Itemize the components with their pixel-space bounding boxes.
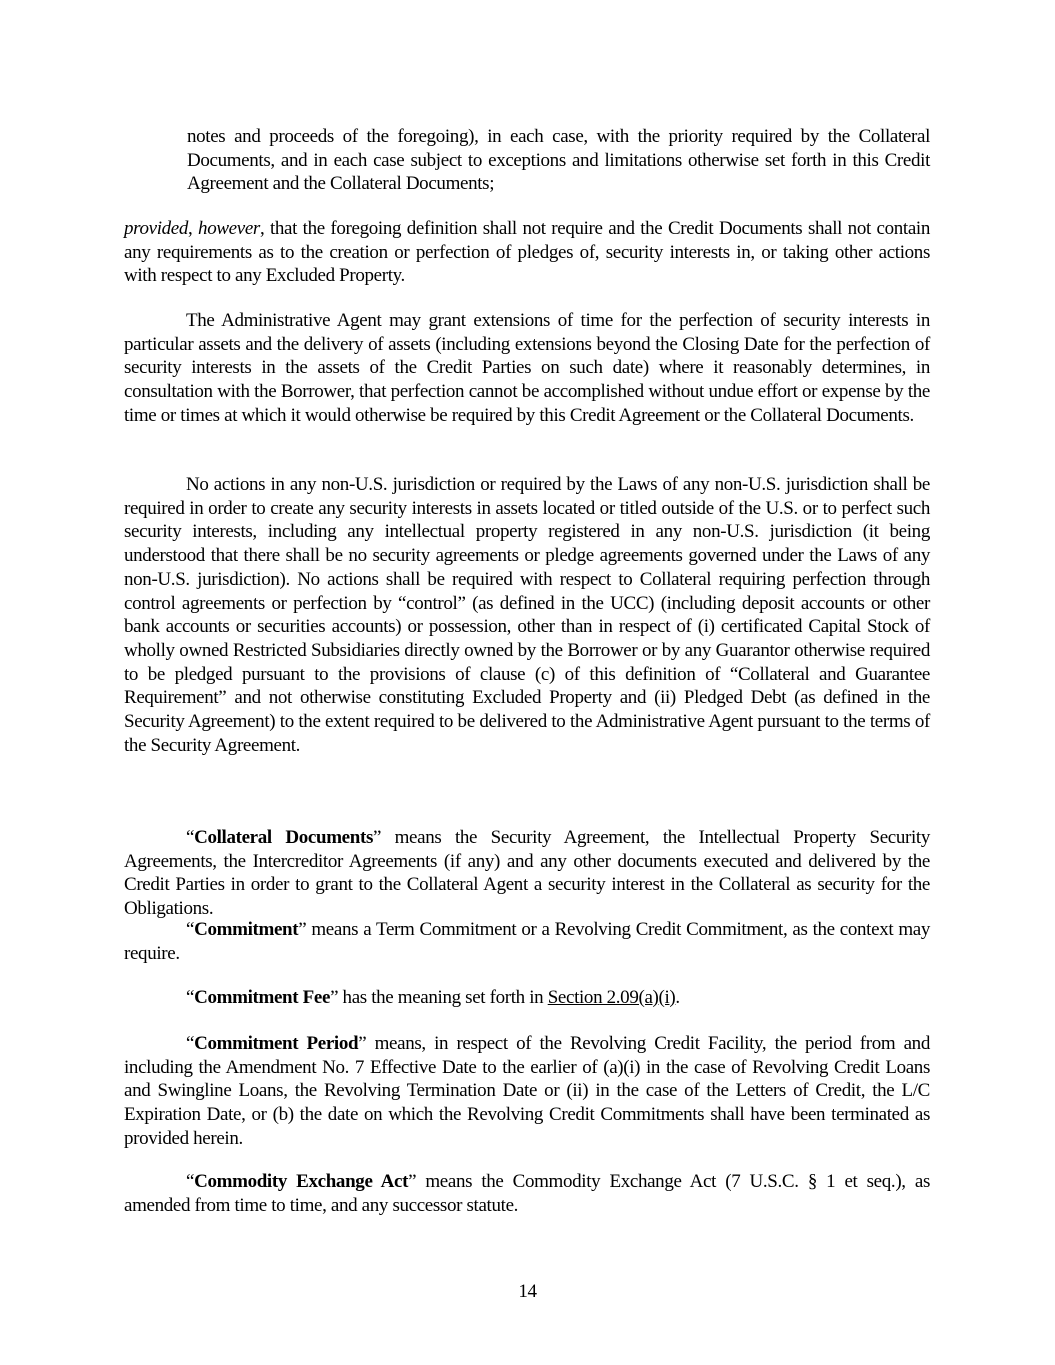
paragraph-extensions-of-time: The Administrative Agent may grant extensions of time for the perfection of security interests in particular assets and the delivery of assets (including extensions beyond the Closing Date for the perfection of security interests in the assets of the Credit Parties on such date) where it reasonably determines, in consultation with the Borrower, that perfection cannot be accomplished without undue effort or expense by the time or times at which it would otherwise be required by this Credit Agreement or the Collateral Documents. <box>124 310 930 426</box>
definition-text: means the Security Agreement, the Intellectual Property Security Agreements, the Intercreditor Agreements (if any) and any other documents executed and delivered by the Credit Parties in order to grant to the Collateral Agent a security interest in the Collateral as security for the Obligations. <box>124 827 930 920</box>
definition-commitment-fee <box>124 986 930 1010</box>
close-quote: ” <box>373 827 382 848</box>
defined-term: Commitment Period <box>194 1033 359 1054</box>
defined-term: Commitment Fee <box>194 987 331 1008</box>
defined-term: Collateral Documents <box>194 827 373 848</box>
open-quote: “ <box>186 827 195 848</box>
paragraph-collateral-clause-continuation: notes and proceeds of the foregoing), in each case, with the priority required by the Collateral Documents, and in each case subject to exceptions and limitations otherwise set forth in this Credit Agreement and the Collateral Documents; <box>187 126 930 195</box>
definition-commitment <box>124 918 930 965</box>
proviso-text: , that the foregoing definition shall not require and the Credit Documents shall not contain any requirements as to the creation or perfection of pledges of, security interests in, or taking other actions with respect to any Excluded Property. <box>124 218 930 287</box>
section-cross-reference-link[interactable]: Section 2.09(a)(i) <box>547 987 676 1008</box>
definition-text: means a Term Commitment or a Revolving Credit Commitment, as the context may require. <box>124 919 930 964</box>
open-quote: “ <box>186 987 195 1008</box>
paragraph-non-us-jurisdiction: No actions in any non-U.S. jurisdiction or required by the Laws of any non-U.S. jurisdiction shall be required in order to create any security interests in assets located or titled outside of the U.S. or to perfect such security interests, including any intellectual property registered in any non-U.S. jurisdiction (it being understood that there shall be no security agreements or pledge agreements governed under the Laws of any non-U.S. jurisdiction). No actions shall be required with respect to Collateral requiring perfection through control agreements or perfection by “control” (as defined in the UCC) (including deposit accounts or other bank accounts or securities accounts) or possession, other than in respect of (i) certificated Capital Stock of wholly owned Restricted Subsidiaries directly owned by the Borrower or by any Guarantor otherwise required to be pledged pursuant to the provisions of clause (c) of this definition of “Collateral and Guarantee Requirement” and not otherwise constituting Excluded Property and (ii) Pledged Debt (as defined in the Security Agreement) to the extent required to be delivered to the Administrative Agent pursuant to the terms of the Security Agreement. <box>124 474 930 756</box>
paragraph-proviso <box>124 217 930 288</box>
defined-term: Commodity Exchange Act <box>194 1171 409 1192</box>
definition-commitment-period <box>124 1032 930 1151</box>
open-quote: “ <box>186 1171 195 1192</box>
definition-text: means, in respect of the Revolving Credit Facility, the period from and including the Amendment No. 7 Effective Date to the earlier of (a)(i) in the case of Revolving Credit Loans and Swingline Loans, the Revolving Termination Date or (ii) in the case of the Letters of Credit, the L/C Expiration Date, or (b) the date on which the Revolving Credit Commitments shall have been terminated as provided herein. <box>124 1033 930 1149</box>
open-quote: “ <box>186 1033 195 1054</box>
proviso-italic-however: however <box>198 218 260 239</box>
page-number: 14 <box>518 1281 537 1302</box>
definition-text: has the meaning set forth in <box>338 987 548 1008</box>
definition-text: means the Commodity Exchange Act (7 U.S.C. § 1 et seq.), as amended from time to time, and any successor statute. <box>124 1171 930 1216</box>
definition-collateral-documents <box>124 826 930 921</box>
definition-period: . <box>675 987 680 1008</box>
definition-commodity-exchange-act <box>124 1170 930 1217</box>
proviso-italic-provided: provided <box>124 218 189 239</box>
close-quote: ” <box>298 919 307 940</box>
close-quote: ” <box>358 1033 367 1054</box>
proviso-separator: , <box>188 218 199 239</box>
open-quote: “ <box>186 919 195 940</box>
close-quote: ” <box>408 1171 417 1192</box>
defined-term: Commitment <box>194 919 299 940</box>
close-quote: ” <box>330 987 339 1008</box>
